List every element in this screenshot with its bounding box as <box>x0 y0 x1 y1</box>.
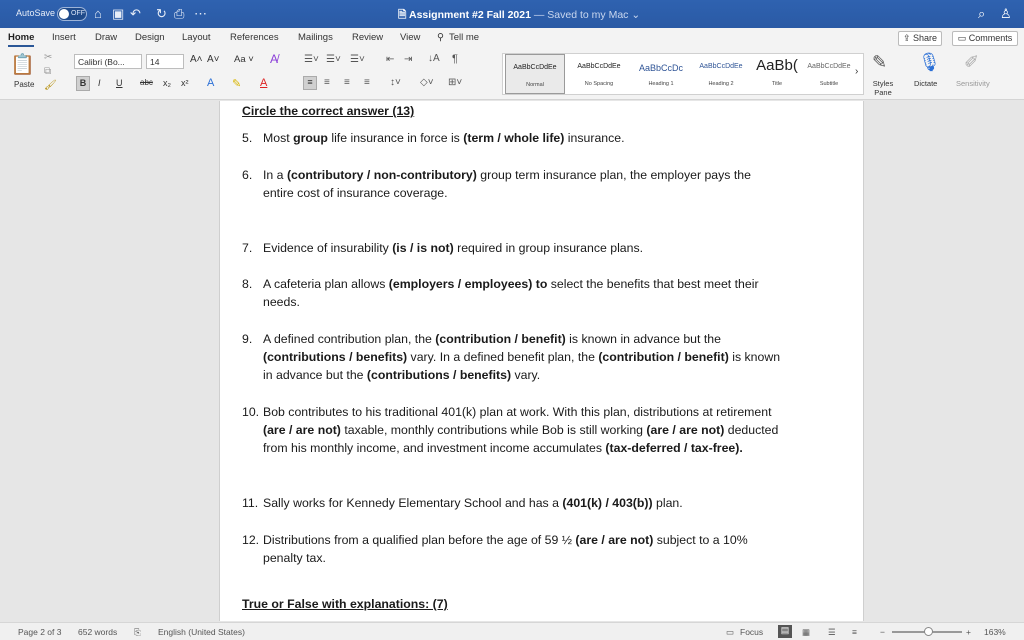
style-title[interactable]: AaBb( Title <box>756 57 798 87</box>
autosave-toggle[interactable] <box>57 7 87 21</box>
print-icon[interactable]: ⎙ <box>174 6 185 21</box>
question-text: Evidence of insurability (is / is not) required in group insurance plans. <box>263 241 644 255</box>
toggle-knob <box>59 9 69 19</box>
decrease-indent-icon[interactable]: ⇤ <box>386 54 395 65</box>
question-text: Bob contributes to his traditional 401(k) plan at work. With this plan, distributions at retirement (are / are not) taxable, monthly contributions while Bob is still working (are / are not) deducted from his monthly income, and investment income accumulates (tax-deferred / tax-free). <box>263 405 779 455</box>
section-heading-true-false: True or False with explanations: (7) <box>242 597 448 611</box>
ribbon <box>0 48 1024 100</box>
question-text: A defined contribution plan, the (contribution / benefit) is known in advance but the (contributions / benefits) vary. In a defined benefit plan, the (contribution / benefit) is known in advance but the (contributions / benefits) vary. <box>263 332 781 382</box>
copy-icon[interactable]: ⧉ <box>44 66 52 77</box>
status-bar <box>0 622 1024 640</box>
pilcrow-icon[interactable]: ¶ <box>452 53 458 65</box>
proofing-icon[interactable]: ⎘ <box>134 627 141 637</box>
chevron-down-icon: ⌄ <box>631 9 641 21</box>
sort-icon[interactable]: ↓A <box>428 53 440 64</box>
bullets-icon[interactable]: ☰˅ <box>304 54 319 65</box>
cut-icon[interactable]: ✂ <box>44 52 53 63</box>
comment-icon: ▭ <box>957 33 969 43</box>
lightbulb-icon: ⚲ <box>437 32 444 43</box>
draft-icon[interactable]: ≡ <box>852 627 857 637</box>
language-label[interactable]: English (United States) <box>158 627 245 637</box>
undo-icon[interactable]: ↶ <box>130 6 141 21</box>
style-heading-1[interactable]: AaBbCcDc Heading 1 <box>638 63 683 87</box>
paste-label: Paste <box>14 80 35 89</box>
paste-icon[interactable]: 📋 <box>10 54 35 76</box>
tab-design[interactable]: Design <box>135 32 165 43</box>
font-name-select[interactable]: Calibri (Bo... <box>74 54 142 69</box>
underline-button[interactable]: U <box>116 78 123 88</box>
autosave-state: OFF <box>71 10 85 17</box>
tab-view[interactable]: View <box>400 32 421 43</box>
font-color-icon[interactable]: A <box>260 77 268 89</box>
align-left-icon[interactable]: ≡ <box>303 76 317 90</box>
multilevel-icon[interactable]: ☰˅ <box>350 54 365 65</box>
text-effects-icon[interactable]: A <box>207 77 215 89</box>
tab-insert[interactable]: Insert <box>52 32 76 43</box>
sensitivity-label: Sensitivity <box>956 79 990 88</box>
line-spacing-icon[interactable]: ↕˅ <box>390 77 401 88</box>
word-count[interactable]: 652 words <box>78 627 118 637</box>
clear-format-icon[interactable]: A̸ <box>270 52 279 66</box>
font-size-select[interactable]: 14 <box>146 54 184 69</box>
shrink-font-icon[interactable]: A˅ <box>207 54 220 65</box>
sensitivity-icon[interactable]: ✐ <box>964 52 980 72</box>
subscript-icon[interactable]: x₂ <box>163 78 171 88</box>
question-text: In a (contributory / non-contributory) group term insurance plan, the employer pays the entire cost of insurance coverage. <box>263 168 751 200</box>
style-subtitle[interactable]: AaBbCcDdEe Subtitle <box>807 63 851 87</box>
tab-layout[interactable]: Layout <box>182 32 211 43</box>
highlight-icon[interactable]: ✎ <box>232 78 242 90</box>
zoom-in-icon[interactable]: + <box>966 627 971 637</box>
numbering-icon[interactable]: ☰˅ <box>326 54 341 65</box>
justify-icon[interactable]: ≡ <box>364 77 370 88</box>
saved-status: — Saved to my Mac <box>533 9 629 21</box>
chevron-right-icon[interactable]: › <box>855 66 859 77</box>
tab-references[interactable]: References <box>230 32 279 43</box>
format-painter-icon[interactable]: 🖌 <box>44 80 57 91</box>
save-icon[interactable]: ▣ <box>112 6 125 21</box>
shading-icon[interactable]: ◇˅ <box>420 77 434 88</box>
redo-icon[interactable]: ↻ <box>156 6 167 21</box>
question-text: A cafeteria plan allows (employers / employees) to select the benefits that best meet their needs. <box>263 277 759 309</box>
tell-me-input[interactable]: Tell me <box>449 32 480 43</box>
tab-mailings[interactable]: Mailings <box>298 32 333 43</box>
share-button[interactable]: ⇪ Share <box>898 31 942 46</box>
document-page[interactable]: Circle the correct answer (13) 5. Most group life insurance in force is (term / whole life) insurance. 6. In a (contributory / non-contributory) group term insurance plan, the employer pays the entire cost of insurance coverage. 7. Evidence of insurability (is / is not) required in group insurance plans. 8. A cafeteria plan allows (employers / employees) to select the benefits that best meet their needs. 9. A defined contribution plan, the (contribution / benefit) is known in advance but the (contributions / benefits) vary. In a defined benefit plan, the (contribution / benefit) is known in advance but the (contributions / benefits) vary. 10. Bob contributes to his traditional 401(k) plan at work. With this plan, distributions at retirement (are / are not) taxable, monthly contributions while Bob is still working (are / are not) deducted from his monthly income, and investment income accumulates (tax-deferred / tax-free). 11. Sally works for Kennedy Elementary School and has a (401(k) / 403(b)) plan. 12. Distributions from a qualified plan before the age of 59 ½ (are / are not) subject to a 10% penalty tax. True or False with explanations: (7) <box>219 101 864 621</box>
borders-icon[interactable]: ⊞˅ <box>448 77 463 88</box>
zoom-slider-thumb[interactable] <box>924 627 933 636</box>
align-center-icon[interactable]: ≡ <box>324 77 330 88</box>
zoom-out-icon[interactable]: − <box>880 627 885 637</box>
styles-pane-label: Styles Pane <box>872 79 894 97</box>
share-icon: ⇪ <box>902 33 913 43</box>
grow-font-icon[interactable]: A˄ <box>190 54 203 65</box>
tab-home[interactable]: Home <box>8 32 35 43</box>
question-text: Distributions from a qualified plan before the age of 59 ½ (are / are not) subject to a 10% penalty tax. <box>263 533 748 565</box>
section-heading-circle: Circle the correct answer (13) <box>242 104 415 118</box>
increase-indent-icon[interactable]: ⇥ <box>404 54 413 65</box>
web-layout-icon[interactable]: ▦ <box>802 627 811 637</box>
title-bar <box>0 0 1024 28</box>
doc-icon: 🗎 <box>398 9 409 21</box>
tab-draw[interactable]: Draw <box>95 32 118 43</box>
focus-icon: ▭ <box>726 627 735 637</box>
question-text: Sally works for Kennedy Elementary School and has a (401(k) / 403(b)) plan. <box>263 496 683 510</box>
style-normal[interactable]: AaBbCcDdEe Normal <box>505 54 565 94</box>
align-right-icon[interactable]: ≡ <box>344 77 350 88</box>
styles-pane-icon[interactable]: ✎ <box>872 52 888 72</box>
home-icon[interactable]: ⌂ <box>94 6 102 21</box>
focus-button[interactable]: Focus <box>740 627 764 637</box>
tab-review[interactable]: Review <box>352 32 384 43</box>
question-text: Most group life insurance in force is (term / whole life) insurance. <box>263 131 625 145</box>
strike-button[interactable]: abc <box>140 78 153 87</box>
more-icon[interactable]: ⋯ <box>194 6 207 21</box>
print-layout-icon[interactable]: ▤ <box>778 625 792 638</box>
dictate-label: Dictate <box>914 79 938 88</box>
superscript-icon[interactable]: x² <box>181 78 189 88</box>
autosave-label: AutoSave <box>16 8 56 18</box>
outline-icon[interactable]: ☰ <box>828 627 836 637</box>
search-icon[interactable]: ⌕ <box>978 6 986 21</box>
style-no-spacing[interactable]: AaBbCcDdEe No Spacing <box>577 63 621 87</box>
comments-button[interactable]: ▭ Comments <box>952 31 1018 46</box>
microphone-icon[interactable]: 🎙 <box>918 52 941 72</box>
style-heading-2[interactable]: AaBbCcDdEe Heading 2 <box>699 63 743 87</box>
zoom-level[interactable]: 163% <box>984 627 1006 637</box>
styles-gallery <box>502 53 864 95</box>
change-case-icon[interactable]: Aa ˅ <box>234 54 254 65</box>
page-count[interactable]: Page 2 of 3 <box>18 627 62 637</box>
bold-button[interactable]: B <box>76 76 90 91</box>
account-icon[interactable]: ♙ <box>1000 6 1012 21</box>
italic-button[interactable]: I <box>98 78 101 88</box>
document-title[interactable]: 🗎 Assignment #2 Fall 2021 — Saved to my Mac ⌄ <box>398 9 641 21</box>
ribbon-tabs <box>0 28 1024 48</box>
